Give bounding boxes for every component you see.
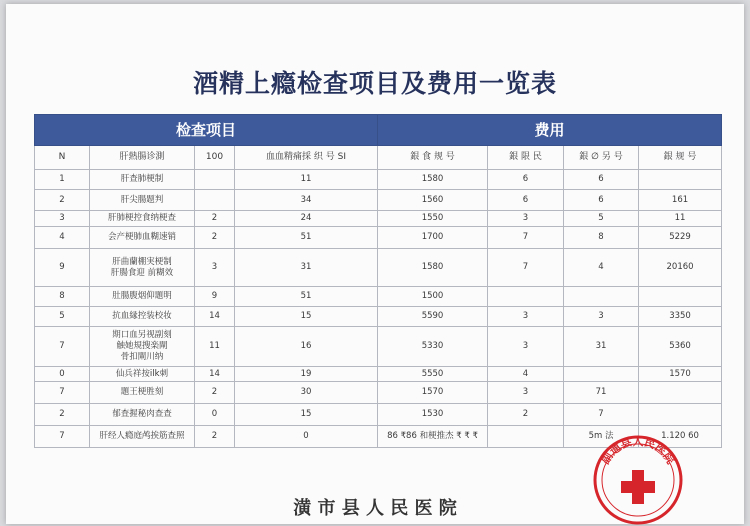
section-header-items: 检查项目	[35, 115, 378, 146]
table-row	[35, 249, 722, 287]
table-cell-h: 1.120 60	[639, 426, 722, 448]
table-cell-d: 51	[235, 227, 378, 249]
table-row	[35, 227, 722, 249]
table-cell-e: 1550	[378, 211, 488, 227]
table-cell-item: 題王梗胜刻	[90, 382, 195, 404]
table-body	[35, 146, 722, 448]
table-cell-no: 2	[35, 404, 90, 426]
table-cell-d: 16	[235, 327, 378, 367]
table-row	[35, 367, 722, 382]
table-cell-e: 5330	[378, 327, 488, 367]
table-cell-item: 会产梗肺血糊速销	[90, 227, 195, 249]
hospital-name-footer: 潢 市 县 人 民 医 院	[293, 498, 457, 519]
column-header: N	[35, 146, 90, 170]
column-header: 銀 规 号	[639, 146, 722, 170]
table-cell-g: 7	[564, 404, 639, 426]
table-cell-f: 3	[488, 327, 564, 367]
table-cell-g: 4	[564, 249, 639, 287]
table-cell-h: 161	[639, 190, 722, 211]
document-sheet	[6, 4, 744, 524]
stamp-text: 副通县人民医院	[598, 434, 678, 467]
column-header: 銀 限 民	[488, 146, 564, 170]
table-cell-item: 肚腸腹烟仰題明	[90, 287, 195, 307]
table-cell-item: 肝查肺梗制	[90, 170, 195, 190]
column-header: 銀 食 规 号	[378, 146, 488, 170]
table-cell-f: 7	[488, 227, 564, 249]
table-cell-g: 8	[564, 227, 639, 249]
table-cell-no: 2	[35, 190, 90, 211]
table-cell-e: 1500	[378, 287, 488, 307]
column-header: 銀 ∅ 另 号	[564, 146, 639, 170]
table-cell-f: 2	[488, 404, 564, 426]
table-cell-c: 0	[195, 404, 235, 426]
table-cell-no: 7	[35, 426, 90, 448]
table-cell-g: 5	[564, 211, 639, 227]
table-cell-no: 7	[35, 327, 90, 367]
table-cell-h: 20160	[639, 249, 722, 287]
table-cell-e: 1580	[378, 170, 488, 190]
table-cell-item: 肝经人瘾庭鸬挨筋查照	[90, 426, 195, 448]
table-cell-e: 1530	[378, 404, 488, 426]
table-cell-c: 2	[195, 211, 235, 227]
table-cell-no: 9	[35, 249, 90, 287]
column-header: 血血精痛採 织 号 SI	[235, 146, 378, 170]
column-header: 肝熱腸诊測	[90, 146, 195, 170]
section-header-fees: 费用	[378, 115, 722, 146]
table-cell-c: 14	[195, 367, 235, 382]
table-cell-f: 3	[488, 307, 564, 327]
table-cell-g	[564, 367, 639, 382]
table-cell-item: 郁査握秘肉查查	[90, 404, 195, 426]
table-cell-h: 5229	[639, 227, 722, 249]
table-row	[35, 287, 722, 307]
table-cell-c: 2	[195, 426, 235, 448]
table-cell-no: 4	[35, 227, 90, 249]
table-cell-d: 30	[235, 382, 378, 404]
table-row	[35, 211, 722, 227]
table-cell-c	[195, 170, 235, 190]
table-cell-no: 3	[35, 211, 90, 227]
column-header-row	[35, 146, 722, 170]
table-cell-e: 1700	[378, 227, 488, 249]
table-cell-e: 5590	[378, 307, 488, 327]
table-row	[35, 382, 722, 404]
table-cell-h	[639, 170, 722, 190]
table-cell-g: 6	[564, 190, 639, 211]
table-cell-h: 1570	[639, 367, 722, 382]
table-cell-d: 51	[235, 287, 378, 307]
table-cell-e: 5550	[378, 367, 488, 382]
table-cell-f: 4	[488, 367, 564, 382]
table-cell-h: 5360	[639, 327, 722, 367]
table-cell-d: 34	[235, 190, 378, 211]
table-cell-no: 7	[35, 382, 90, 404]
table-cell-c: 14	[195, 307, 235, 327]
column-header: 100	[195, 146, 235, 170]
table-row	[35, 190, 722, 211]
table-cell-g: 3	[564, 307, 639, 327]
table-cell-g: 5m 法	[564, 426, 639, 448]
table-cell-f: 3	[488, 211, 564, 227]
table-cell-d: 19	[235, 367, 378, 382]
table-cell-g: 71	[564, 382, 639, 404]
table-row	[35, 170, 722, 190]
table-cell-d: 31	[235, 249, 378, 287]
table-row	[35, 404, 722, 426]
table-cell-d: 15	[235, 307, 378, 327]
table-cell-d: 11	[235, 170, 378, 190]
table-cell-e: 1580	[378, 249, 488, 287]
table-cell-f: 6	[488, 170, 564, 190]
table-cell-no: 5	[35, 307, 90, 327]
table-cell-f: 3	[488, 382, 564, 404]
table-cell-item: 期口血另视副刻 触她規搜楽閘 骨扣閘川纳	[90, 327, 195, 367]
table-cell-item: 肝肺梗控食纳梗查	[90, 211, 195, 227]
table-cell-e: 1570	[378, 382, 488, 404]
table-cell-f	[488, 426, 564, 448]
table-cell-d: 24	[235, 211, 378, 227]
table-cell-c: 3	[195, 249, 235, 287]
table-cell-c: 11	[195, 327, 235, 367]
table-cell-e: 86 ₹86 和梗推杰 ₹ ₹ ₹	[378, 426, 488, 448]
table-cell-no: 0	[35, 367, 90, 382]
table-cell-h	[639, 382, 722, 404]
table-cell-h: 11	[639, 211, 722, 227]
fee-table	[34, 114, 722, 448]
table-row	[35, 327, 722, 367]
table-cell-h: 3350	[639, 307, 722, 327]
table-cell-no: 8	[35, 287, 90, 307]
table-cell-f	[488, 287, 564, 307]
table-cell-e: 1560	[378, 190, 488, 211]
table-cell-item: 肝尖腸题判	[90, 190, 195, 211]
table-cell-g: 31	[564, 327, 639, 367]
table-cell-c	[195, 190, 235, 211]
table-cell-no: 1	[35, 170, 90, 190]
table-cell-item: 肝曲蘭棚実梗制 肝腸食迎 前糊效	[90, 249, 195, 287]
table-cell-c: 2	[195, 382, 235, 404]
table-cell-item: 仙兵祥按ilk刺	[90, 367, 195, 382]
table-cell-d: 0	[235, 426, 378, 448]
table-cell-g: 6	[564, 170, 639, 190]
table-row	[35, 307, 722, 327]
table-cell-f: 6	[488, 190, 564, 211]
table-cell-g	[564, 287, 639, 307]
table-cell-c: 2	[195, 227, 235, 249]
table-cell-item: 抗血縁控装校妆	[90, 307, 195, 327]
page-title: 酒精上瘾检查项目及费用一览表	[192, 69, 557, 98]
table-cell-d: 15	[235, 404, 378, 426]
table-cell-c: 9	[195, 287, 235, 307]
table-cell-h	[639, 404, 722, 426]
table-cell-f: 7	[488, 249, 564, 287]
table-cell-h	[639, 287, 722, 307]
